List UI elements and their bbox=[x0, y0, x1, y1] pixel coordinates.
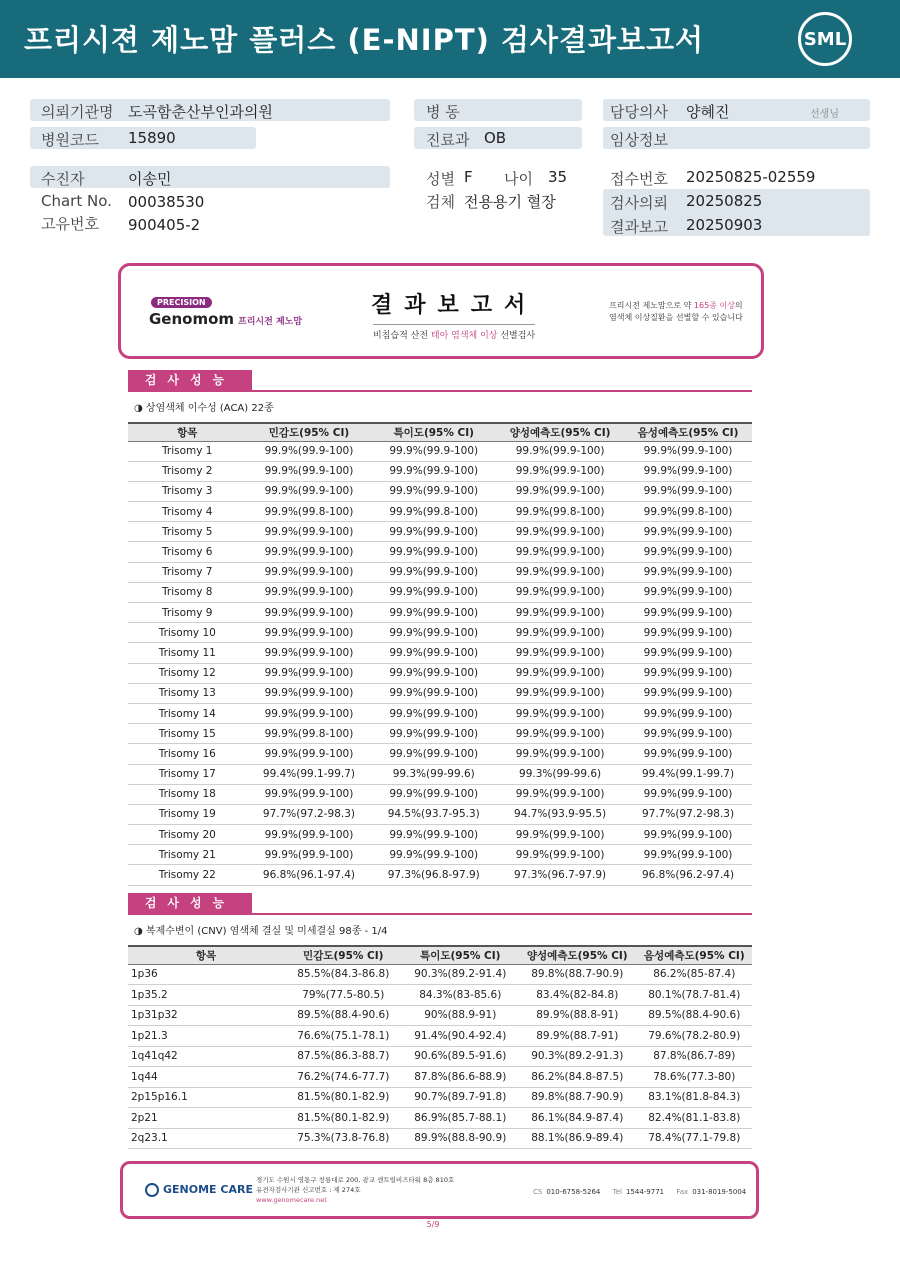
table-row bbox=[128, 582, 752, 602]
table-cell: 99.9%(99.9-100) bbox=[496, 441, 624, 461]
table-cell: 99.9%(99.9-100) bbox=[496, 703, 624, 723]
table-cell: 99.9%(99.9-100) bbox=[624, 623, 752, 643]
column-header: 특이도(95% CI) bbox=[371, 423, 496, 441]
column-header: 특이도(95% CI) bbox=[403, 946, 518, 964]
row-label: Trisomy 5 bbox=[128, 522, 247, 542]
table-cell: 89.5%(88.4-90.6) bbox=[284, 1005, 403, 1026]
table-cell: 99.9%(99.9-100) bbox=[496, 784, 624, 804]
table-row bbox=[128, 1128, 752, 1149]
table-cell: 86.9%(85.7-88.1) bbox=[403, 1108, 518, 1129]
column-header: 항목 bbox=[128, 423, 247, 441]
report-subtitle bbox=[373, 324, 535, 341]
table-cell: 87.5%(86.3-88.7) bbox=[284, 1046, 403, 1067]
table-cell: 83.1%(81.8-84.3) bbox=[637, 1087, 752, 1108]
table-cell: 78.6%(77.3-80) bbox=[637, 1067, 752, 1088]
table-row bbox=[128, 804, 752, 824]
dept-label: 진료과 bbox=[426, 131, 470, 149]
genomom-logo bbox=[149, 310, 302, 328]
table-row bbox=[128, 562, 752, 582]
id-label: 고유번호 bbox=[41, 215, 99, 233]
address-line: 경기도 수원시 영통구 창룡대로 200, 광교 센트럴비즈타워 8층 810호 bbox=[256, 1176, 455, 1184]
page-title: 프리시젼 제노맘 플러스 (E-NIPT) 검사결과보고서 bbox=[24, 23, 705, 57]
table-cell: 99.9%(99.9-100) bbox=[624, 724, 752, 744]
table-cell: 99.4%(99.1-99.7) bbox=[247, 764, 372, 784]
row-label: 2q23.1 bbox=[128, 1128, 284, 1149]
table-row bbox=[128, 1005, 752, 1026]
table-cell: 99.9%(99.9-100) bbox=[624, 845, 752, 865]
table-cell: 99.9%(99.9-100) bbox=[247, 481, 372, 501]
table-cell: 87.8%(86.6-88.9) bbox=[403, 1067, 518, 1088]
report-subtitle-pre: 비침습적 산전 bbox=[373, 331, 431, 341]
fax-value: 031-8019-5004 bbox=[692, 1188, 747, 1196]
genome-care-logo-text: GENOME CARE bbox=[163, 1183, 253, 1196]
table-cell: 76.2%(74.6-77.7) bbox=[284, 1067, 403, 1088]
table-cell: 99.9%(99.9-100) bbox=[371, 784, 496, 804]
fax-label: Fax bbox=[676, 1188, 689, 1196]
code-value: 15890 bbox=[128, 129, 176, 147]
doctor-suffix: 선생님 bbox=[810, 109, 839, 120]
table-cell: 76.6%(75.1-78.1) bbox=[284, 1026, 403, 1047]
table-row bbox=[128, 643, 752, 663]
doctor-value: 양혜진 bbox=[686, 103, 730, 121]
table-cell: 99.9%(99.9-100) bbox=[624, 744, 752, 764]
table-row bbox=[128, 724, 752, 744]
header-bar bbox=[0, 0, 900, 78]
table-cell: 83.4%(82-84.8) bbox=[518, 985, 637, 1006]
column-header: 항목 bbox=[128, 946, 284, 964]
section2-subtitle: ◑ 복제수변이 (CNV) 염색체 결실 및 미세결실 98종 - 1/4 bbox=[134, 926, 388, 937]
row-label: 2p15p16.1 bbox=[128, 1087, 284, 1108]
table-cell: 99.9%(99.9-100) bbox=[496, 683, 624, 703]
table-cell: 94.7%(93.9-95.5) bbox=[496, 804, 624, 824]
tel-value: 1544-9771 bbox=[625, 1188, 665, 1196]
table-cell: 96.8%(96.2-97.4) bbox=[624, 865, 752, 885]
row-label: Trisomy 4 bbox=[128, 502, 247, 522]
cnv-table bbox=[128, 945, 752, 1149]
row-label: 1q44 bbox=[128, 1067, 284, 1088]
table-cell: 99.9%(99.9-100) bbox=[371, 724, 496, 744]
table-cell: 99.9%(99.9-100) bbox=[624, 663, 752, 683]
row-label: Trisomy 10 bbox=[128, 623, 247, 643]
genomom-logo-text: Genomom bbox=[149, 310, 235, 328]
clinical-label: 임상정보 bbox=[610, 131, 668, 149]
table-cell: 94.5%(93.7-95.3) bbox=[371, 804, 496, 824]
table-cell: 88.1%(86.9-89.4) bbox=[518, 1128, 637, 1149]
footer-banner bbox=[120, 1161, 759, 1219]
sex-value: F bbox=[464, 168, 473, 186]
table-cell: 99.9%(99.9-100) bbox=[371, 441, 496, 461]
row-label: Trisomy 13 bbox=[128, 683, 247, 703]
age-label: 나이 bbox=[504, 170, 533, 188]
table-cell: 99.9%(99.9-100) bbox=[624, 481, 752, 501]
receipt-label: 접수번호 bbox=[610, 170, 668, 188]
table-cell: 99.9%(99.9-100) bbox=[247, 603, 372, 623]
request-value: 20250825 bbox=[686, 192, 763, 210]
table-cell: 99.9%(99.9-100) bbox=[247, 825, 372, 845]
row-label: Trisomy 11 bbox=[128, 643, 247, 663]
table-cell: 99.9%(99.8-100) bbox=[247, 502, 372, 522]
table-cell: 90%(88.9-91) bbox=[403, 1005, 518, 1026]
table-cell: 75.3%(73.8-76.8) bbox=[284, 1128, 403, 1149]
table-cell: 99.9%(99.9-100) bbox=[247, 744, 372, 764]
table-row bbox=[128, 663, 752, 683]
table-cell: 99.9%(99.9-100) bbox=[624, 562, 752, 582]
table-cell: 99.9%(99.9-100) bbox=[624, 542, 752, 562]
table-cell: 79.6%(78.2-80.9) bbox=[637, 1026, 752, 1047]
table-cell: 99.9%(99.9-100) bbox=[247, 703, 372, 723]
table-cell: 99.9%(99.9-100) bbox=[247, 623, 372, 643]
table-cell: 99.9%(99.9-100) bbox=[496, 481, 624, 501]
table-cell: 99.9%(99.9-100) bbox=[247, 845, 372, 865]
table-cell: 90.7%(89.7-91.8) bbox=[403, 1087, 518, 1108]
precision-badge: PRECISION bbox=[151, 297, 212, 308]
row-label: 1p36 bbox=[128, 964, 284, 985]
section2-divider bbox=[128, 913, 752, 915]
table-cell: 99.9%(99.9-100) bbox=[247, 562, 372, 582]
table-cell: 99.9%(99.9-100) bbox=[371, 703, 496, 723]
table-row bbox=[128, 865, 752, 885]
table-row bbox=[128, 985, 752, 1006]
row-label: Trisomy 6 bbox=[128, 542, 247, 562]
section1-subtitle: ◑ 상염색체 이수성 (ACA) 22종 bbox=[134, 403, 274, 414]
table-cell: 99.9%(99.9-100) bbox=[371, 461, 496, 481]
table-cell: 99.9%(99.9-100) bbox=[624, 643, 752, 663]
table-cell: 99.9%(99.9-100) bbox=[624, 603, 752, 623]
table-cell: 89.9%(88.7-91) bbox=[518, 1026, 637, 1047]
table-row bbox=[128, 542, 752, 562]
table-cell: 99.9%(99.9-100) bbox=[371, 683, 496, 703]
receipt-value: 20250825-02559 bbox=[686, 168, 816, 186]
table-cell: 99.9%(99.9-100) bbox=[247, 461, 372, 481]
table-cell: 99.9%(99.9-100) bbox=[496, 603, 624, 623]
table-cell: 99.9%(99.9-100) bbox=[371, 643, 496, 663]
table-row bbox=[128, 703, 752, 723]
desc-line1-pre: 프리시전 제노맘으로 약 bbox=[609, 301, 694, 310]
genome-care-mark-icon bbox=[145, 1183, 159, 1197]
table-row bbox=[128, 744, 752, 764]
table-row bbox=[128, 1087, 752, 1108]
table-cell: 99.9%(99.9-100) bbox=[496, 623, 624, 643]
table-cell: 78.4%(77.1-79.8) bbox=[637, 1128, 752, 1149]
doctor-label: 담당의사 bbox=[610, 103, 668, 121]
column-header: 민감도(95% CI) bbox=[247, 423, 372, 441]
genome-care-logo bbox=[145, 1183, 253, 1197]
table-row bbox=[128, 1067, 752, 1088]
genomom-logo-sub: 프리시전 제노맘 bbox=[238, 317, 303, 327]
sex-label: 성별 bbox=[426, 170, 455, 188]
table-cell: 99.9%(99.9-100) bbox=[496, 582, 624, 602]
institution-value: 도곡함춘산부인과의원 bbox=[128, 103, 273, 121]
table-cell: 89.5%(88.4-90.6) bbox=[637, 1005, 752, 1026]
table-cell: 99.9%(99.9-100) bbox=[496, 825, 624, 845]
row-label: Trisomy 7 bbox=[128, 562, 247, 582]
report-title: 결과보고서 bbox=[371, 293, 538, 318]
report-banner bbox=[118, 263, 764, 359]
table-cell: 99.9%(99.9-100) bbox=[247, 542, 372, 562]
institution-label: 의뢰기관명 bbox=[41, 103, 114, 121]
table-cell: 99.9%(99.9-100) bbox=[496, 461, 624, 481]
cs-value: 010-6758-5264 bbox=[546, 1188, 601, 1196]
aca-table bbox=[128, 422, 752, 886]
row-label: 2p21 bbox=[128, 1108, 284, 1129]
table-cell: 90.3%(89.2-91.3) bbox=[518, 1046, 637, 1067]
section1-tag: 검사성능 bbox=[128, 370, 252, 390]
footer-contacts bbox=[523, 1188, 746, 1196]
chart-label: Chart No. bbox=[41, 192, 112, 210]
row-label: Trisomy 17 bbox=[128, 764, 247, 784]
row-label: 1p35.2 bbox=[128, 985, 284, 1006]
table-cell: 99.9%(99.9-100) bbox=[624, 703, 752, 723]
desc-line1-highlight: 165종 이상 bbox=[693, 301, 735, 310]
table-cell: 99.9%(99.9-100) bbox=[371, 542, 496, 562]
table-row bbox=[128, 461, 752, 481]
table-cell: 99.9%(99.9-100) bbox=[371, 663, 496, 683]
table-row bbox=[128, 1026, 752, 1047]
row-label: 1p31p32 bbox=[128, 1005, 284, 1026]
table-cell: 87.8%(86.7-89) bbox=[637, 1046, 752, 1067]
table-cell: 99.9%(99.9-100) bbox=[247, 582, 372, 602]
age-value: 35 bbox=[548, 168, 568, 186]
table-cell: 99.9%(99.9-100) bbox=[371, 744, 496, 764]
desc-line2-post: 을 선별할 수 있습니다 bbox=[665, 313, 743, 322]
table-cell: 81.5%(80.1-82.9) bbox=[284, 1108, 403, 1129]
table-cell: 79%(77.5-80.5) bbox=[284, 985, 403, 1006]
table-cell: 99.9%(99.9-100) bbox=[624, 441, 752, 461]
table-cell: 99.9%(99.8-100) bbox=[371, 502, 496, 522]
table-row bbox=[128, 623, 752, 643]
page-number: 5/9 bbox=[426, 1220, 440, 1229]
table-cell: 99.9%(99.9-100) bbox=[371, 522, 496, 542]
ward-label: 병 동 bbox=[426, 103, 460, 121]
table-row bbox=[128, 845, 752, 865]
table-cell: 96.8%(96.1-97.4) bbox=[247, 865, 372, 885]
row-label: Trisomy 12 bbox=[128, 663, 247, 683]
table-cell: 99.9%(99.9-100) bbox=[247, 441, 372, 461]
code-label: 병원코드 bbox=[41, 131, 99, 149]
cs-label: CS bbox=[533, 1188, 543, 1196]
patient-label: 수진자 bbox=[41, 170, 85, 188]
specimen-label: 검체 bbox=[426, 193, 455, 211]
table-cell: 99.9%(99.9-100) bbox=[496, 542, 624, 562]
table-cell: 99.3%(99-99.6) bbox=[496, 764, 624, 784]
table-row bbox=[128, 522, 752, 542]
footer-address bbox=[256, 1175, 454, 1205]
column-header: 음성예측도(95% CI) bbox=[624, 423, 752, 441]
column-header: 음성예측도(95% CI) bbox=[637, 946, 752, 964]
table-cell: 99.4%(99.1-99.7) bbox=[624, 764, 752, 784]
row-label: Trisomy 19 bbox=[128, 804, 247, 824]
table-row bbox=[128, 1046, 752, 1067]
table-cell: 99.9%(99.9-100) bbox=[624, 784, 752, 804]
patient-value: 이송민 bbox=[128, 170, 172, 188]
row-label: Trisomy 21 bbox=[128, 845, 247, 865]
tel-label: Tel bbox=[612, 1188, 622, 1196]
table-cell: 86.1%(84.9-87.4) bbox=[518, 1108, 637, 1129]
section1-header bbox=[128, 370, 752, 392]
table-cell: 86.2%(84.8-87.5) bbox=[518, 1067, 637, 1088]
table-cell: 99.9%(99.9-100) bbox=[247, 522, 372, 542]
row-label: Trisomy 1 bbox=[128, 441, 247, 461]
table-cell: 85.5%(84.3-86.8) bbox=[284, 964, 403, 985]
table-cell: 99.9%(99.9-100) bbox=[496, 724, 624, 744]
table-cell: 86.2%(85-87.4) bbox=[637, 964, 752, 985]
desc-line1-post: 의 bbox=[734, 301, 743, 310]
table-row bbox=[128, 764, 752, 784]
table-cell: 90.3%(89.2-91.4) bbox=[403, 964, 518, 985]
request-label: 검사의뢰 bbox=[610, 194, 668, 212]
table-cell: 97.3%(96.7-97.9) bbox=[496, 865, 624, 885]
table-cell: 80.1%(78.7-81.4) bbox=[637, 985, 752, 1006]
row-label: Trisomy 3 bbox=[128, 481, 247, 501]
table-cell: 99.9%(99.9-100) bbox=[496, 522, 624, 542]
table-cell: 99.9%(99.8-100) bbox=[496, 502, 624, 522]
table-row bbox=[128, 1108, 752, 1129]
id-value: 900405-2 bbox=[128, 216, 201, 234]
table-row bbox=[128, 784, 752, 804]
table-cell: 99.9%(99.9-100) bbox=[624, 582, 752, 602]
result-label: 결과보고 bbox=[610, 218, 668, 236]
table-cell: 99.9%(99.9-100) bbox=[247, 663, 372, 683]
section1-divider bbox=[128, 390, 752, 392]
table-cell: 99.9%(99.9-100) bbox=[496, 562, 624, 582]
website-link[interactable]: www.genomecare.net bbox=[256, 1196, 327, 1204]
report-description bbox=[609, 300, 743, 324]
table-cell: 99.9%(99.9-100) bbox=[624, 461, 752, 481]
table-row bbox=[128, 683, 752, 703]
table-cell: 97.7%(97.2-98.3) bbox=[624, 804, 752, 824]
dept-value: OB bbox=[484, 129, 507, 147]
table-cell: 89.8%(88.7-90.9) bbox=[518, 1087, 637, 1108]
table-cell: 89.9%(88.8-91) bbox=[518, 1005, 637, 1026]
row-label: Trisomy 20 bbox=[128, 825, 247, 845]
table-row bbox=[128, 441, 752, 461]
sml-logo: SML bbox=[798, 12, 852, 66]
table-cell: 99.9%(99.9-100) bbox=[496, 643, 624, 663]
row-label: Trisomy 14 bbox=[128, 703, 247, 723]
license-line: 유전자검사기관 신고번호 : 제 274호 bbox=[256, 1186, 361, 1194]
chart-value: 00038530 bbox=[128, 193, 205, 211]
table-cell: 99.9%(99.9-100) bbox=[624, 683, 752, 703]
row-label: 1q41q42 bbox=[128, 1046, 284, 1067]
table-cell: 82.4%(81.1-83.8) bbox=[637, 1108, 752, 1129]
table-row bbox=[128, 603, 752, 623]
row-label: 1p21.3 bbox=[128, 1026, 284, 1047]
table-cell: 99.9%(99.9-100) bbox=[496, 663, 624, 683]
table-cell: 90.6%(89.5-91.6) bbox=[403, 1046, 518, 1067]
table-cell: 99.9%(99.9-100) bbox=[247, 643, 372, 663]
table-cell: 99.9%(99.9-100) bbox=[371, 623, 496, 643]
table-cell: 99.9%(99.9-100) bbox=[371, 562, 496, 582]
report-subtitle-post: 선별검사 bbox=[497, 331, 536, 341]
column-header: 민감도(95% CI) bbox=[284, 946, 403, 964]
result-value: 20250903 bbox=[686, 216, 763, 234]
table-cell: 97.7%(97.2-98.3) bbox=[247, 804, 372, 824]
row-label: Trisomy 2 bbox=[128, 461, 247, 481]
table-row bbox=[128, 481, 752, 501]
row-label: Trisomy 9 bbox=[128, 603, 247, 623]
report-subtitle-highlight: 태아 염색체 이상 bbox=[430, 331, 498, 341]
row-label: Trisomy 15 bbox=[128, 724, 247, 744]
table-cell: 99.9%(99.9-100) bbox=[371, 481, 496, 501]
table-cell: 99.9%(99.9-100) bbox=[496, 845, 624, 865]
section2-header bbox=[128, 893, 752, 915]
desc-line2-pre: 염색체 이상질환 bbox=[609, 313, 666, 322]
table-cell: 99.9%(99.9-100) bbox=[624, 825, 752, 845]
table-cell: 84.3%(83-85.6) bbox=[403, 985, 518, 1006]
table-cell: 99.9%(99.9-100) bbox=[371, 825, 496, 845]
table-row bbox=[128, 964, 752, 985]
table-cell: 99.9%(99.9-100) bbox=[371, 582, 496, 602]
column-header: 양성예측도(95% CI) bbox=[496, 423, 624, 441]
table-cell: 89.8%(88.7-90.9) bbox=[518, 964, 637, 985]
table-cell: 99.9%(99.9-100) bbox=[371, 603, 496, 623]
table-cell: 81.5%(80.1-82.9) bbox=[284, 1087, 403, 1108]
specimen-value: 전용용기 혈장 bbox=[464, 193, 556, 211]
table-row bbox=[128, 825, 752, 845]
row-label: Trisomy 22 bbox=[128, 865, 247, 885]
row-label: Trisomy 16 bbox=[128, 744, 247, 764]
table-cell: 91.4%(90.4-92.4) bbox=[403, 1026, 518, 1047]
table-cell: 99.9%(99.8-100) bbox=[247, 724, 372, 744]
table-cell: 99.9%(99.9-100) bbox=[247, 784, 372, 804]
table-cell: 99.9%(99.9-100) bbox=[371, 845, 496, 865]
table-cell: 99.9%(99.9-100) bbox=[247, 683, 372, 703]
row-label: Trisomy 8 bbox=[128, 582, 247, 602]
table-cell: 99.9%(99.9-100) bbox=[496, 744, 624, 764]
column-header: 양성예측도(95% CI) bbox=[518, 946, 637, 964]
table-row bbox=[128, 502, 752, 522]
section2-tag: 검사성능 bbox=[128, 893, 252, 913]
table-cell: 97.3%(96.8-97.9) bbox=[371, 865, 496, 885]
table-cell: 99.9%(99.9-100) bbox=[624, 522, 752, 542]
row-label: Trisomy 18 bbox=[128, 784, 247, 804]
table-cell: 89.9%(88.8-90.9) bbox=[403, 1128, 518, 1149]
table-cell: 99.3%(99-99.6) bbox=[371, 764, 496, 784]
table-cell: 99.9%(99.8-100) bbox=[624, 502, 752, 522]
